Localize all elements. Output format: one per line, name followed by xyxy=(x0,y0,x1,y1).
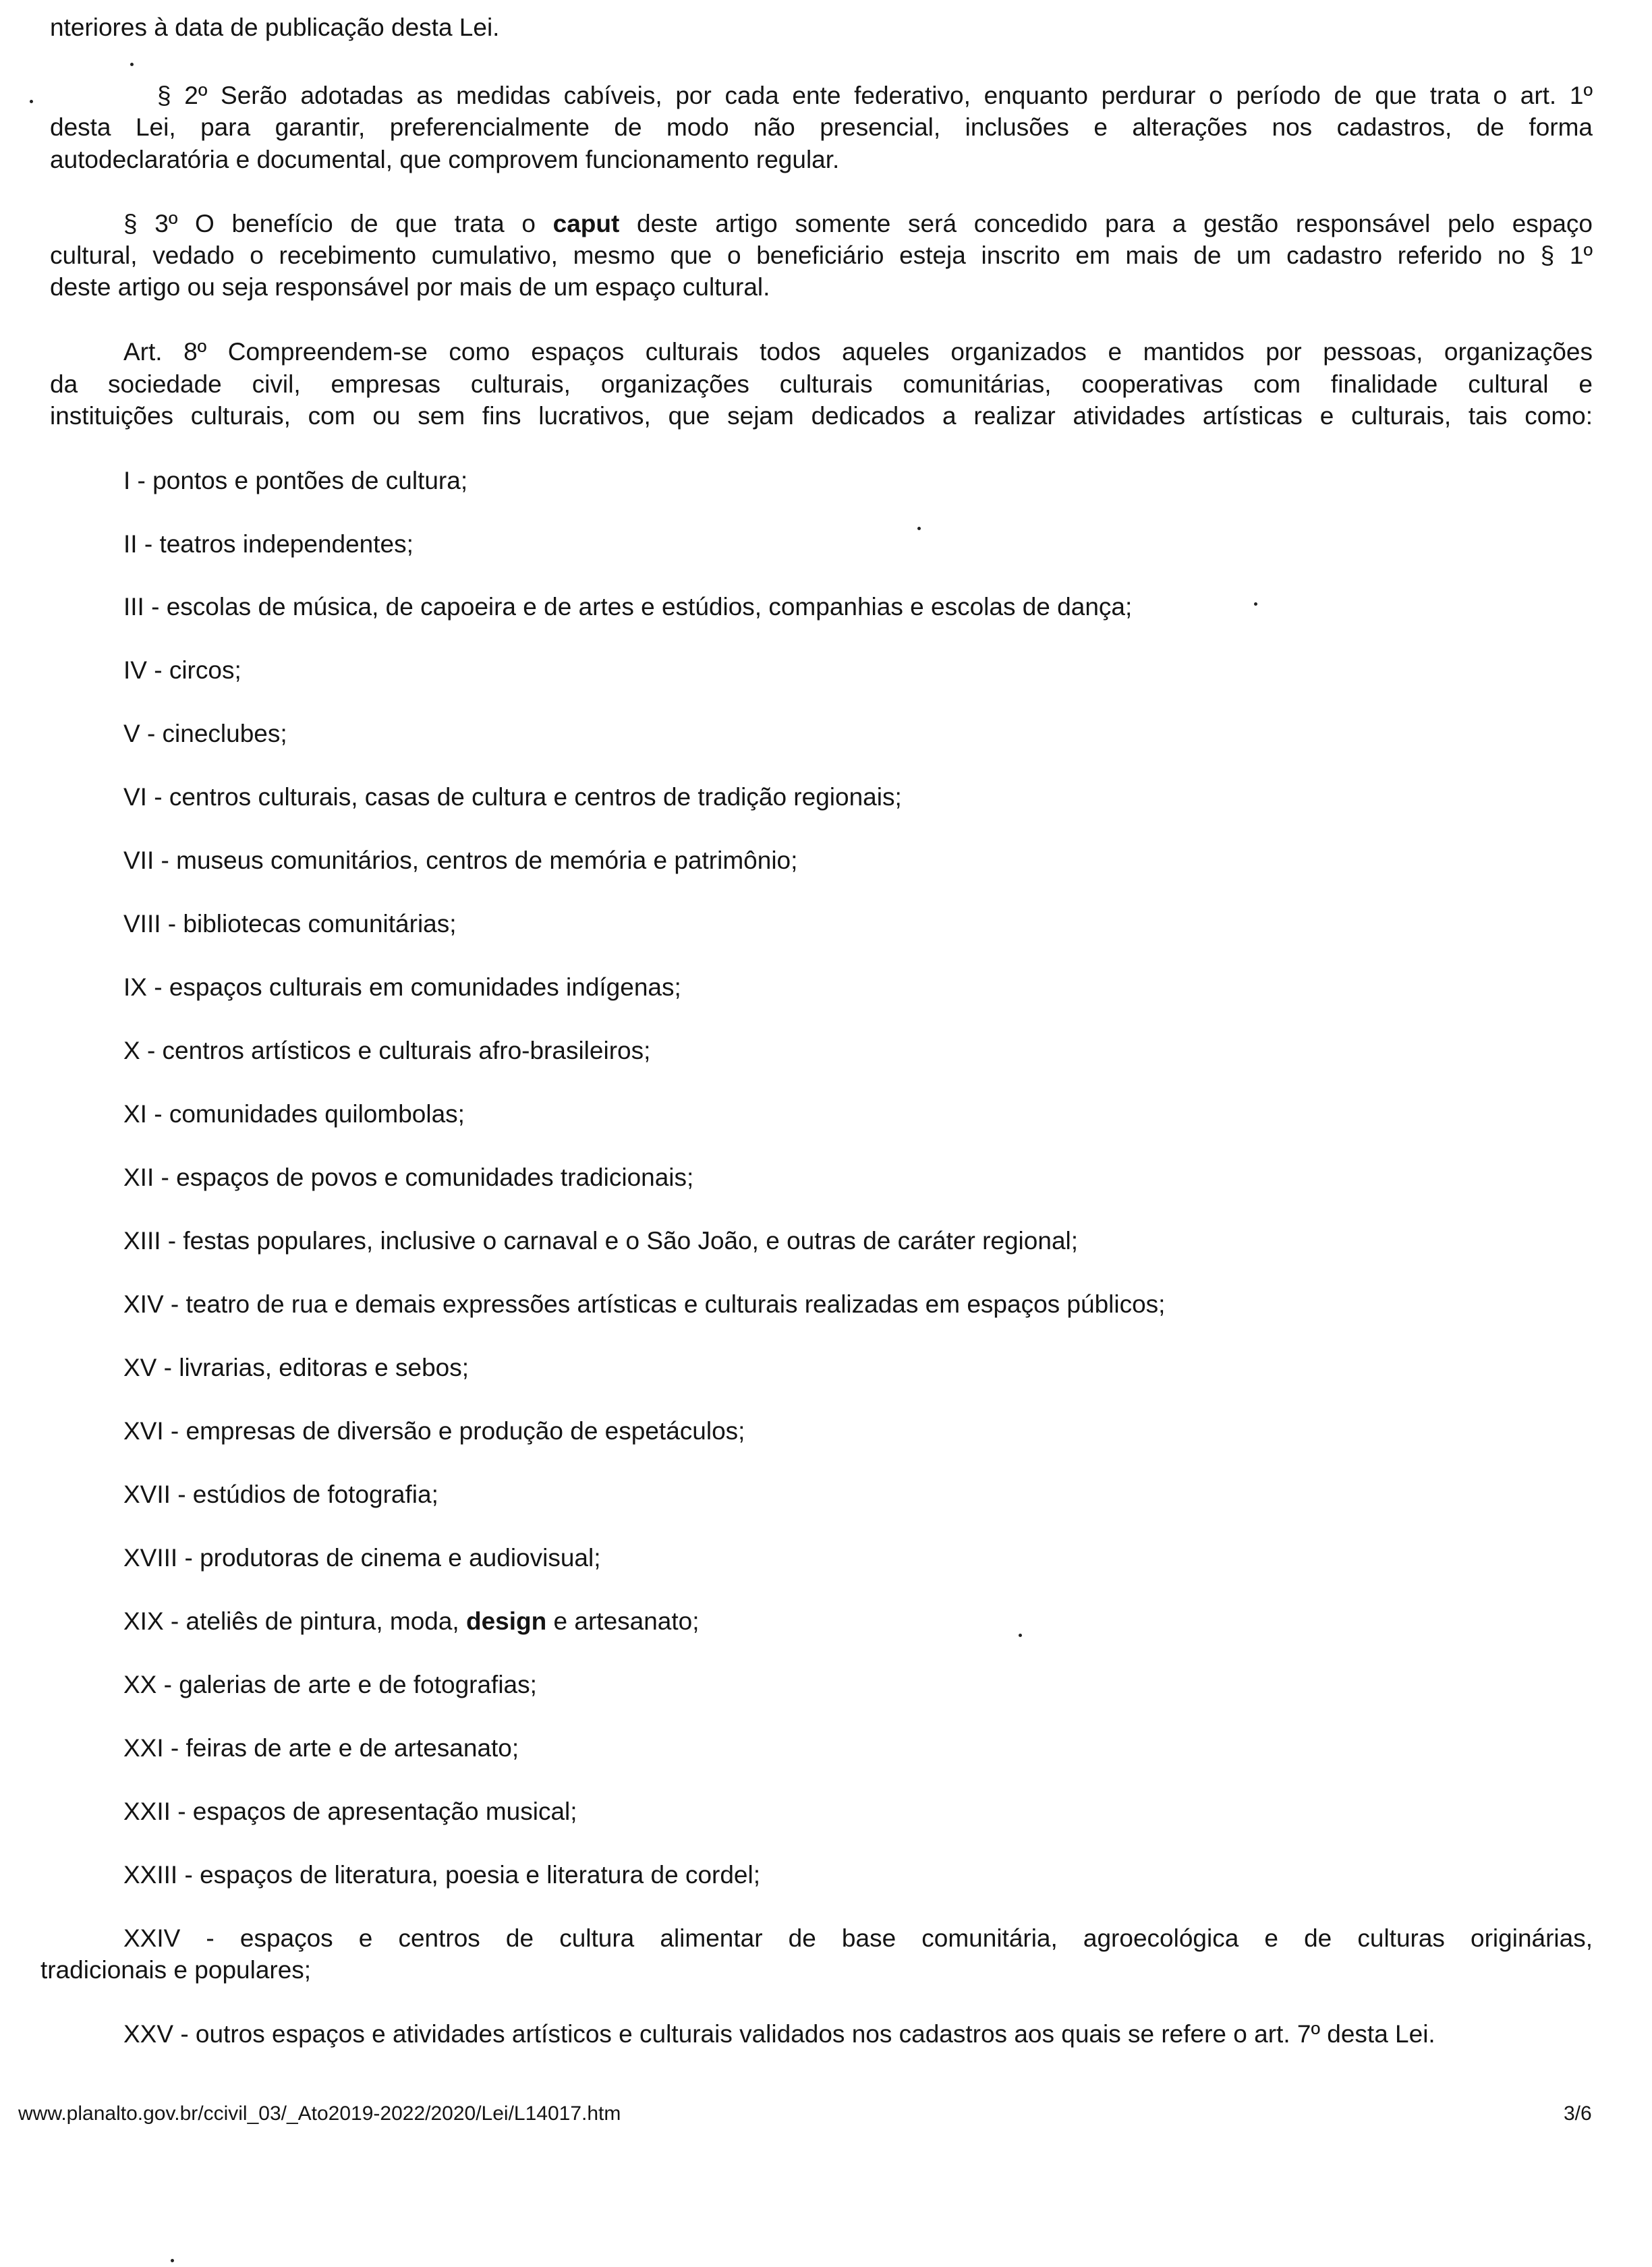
list-item: XVIII - produtoras de cinema e audiovisual; xyxy=(123,1544,601,1572)
list-item: V - cineclubes; xyxy=(123,720,287,747)
footer-url: www.planalto.gov.br/ccivil_03/_Ato2019-2022/2020/Lei/L14017.htm xyxy=(18,2102,621,2125)
para3-text-a: § 3º O benefício de que trata o xyxy=(123,210,536,237)
list-item: X - centros artísticos e culturais afro-brasileiros; xyxy=(123,1037,651,1064)
scan-speck xyxy=(130,63,134,66)
list-item: XVII - estúdios de fotografia; xyxy=(123,1481,438,1508)
list-item: XX - galerias de arte e de fotografias; xyxy=(123,1671,537,1698)
para3-line3: deste artigo ou seja responsável por mais de um espaço cultural. xyxy=(50,273,770,301)
para2-line2: desta Lei, para garantir, preferencialmente de modo não presencial, inclusões e alterações nos cadastros, de forma xyxy=(50,113,1593,141)
list-item: IV - circos; xyxy=(123,656,241,684)
list-item: XI - comunidades quilombolas; xyxy=(123,1100,465,1128)
para3-line2: cultural, vedado o recebimento cumulativo, mesmo que o beneficiário esteja inscrito em mais de um cadastro referido no § 1º xyxy=(50,241,1593,269)
continuation-line: nteriores à data de publicação desta Lei. xyxy=(50,13,500,41)
para2-line1: § 2º Serão adotadas as medidas cabíveis, por cada ente federativo, enquanto perdurar o período de que trata o art. 1º xyxy=(157,82,1593,109)
art8-line3: instituições culturais, com ou sem fins lucrativos, que sejam dedicados a realizar atividades artísticas e culturais, tais como: xyxy=(50,402,1593,430)
scan-speck xyxy=(30,100,33,103)
para3-text-b: deste artigo somente será concedido para a gestão responsável pelo espaço xyxy=(637,210,1593,237)
list-item: XIII - festas populares, inclusive o carnaval e o São João, e outras de caráter regional; xyxy=(123,1227,1079,1255)
scan-speck xyxy=(171,2259,174,2262)
scan-speck xyxy=(917,527,921,530)
list-item: XXII - espaços de apresentação musical; xyxy=(123,1798,577,1825)
list-item: XXIII - espaços de literatura, poesia e literatura de cordel; xyxy=(123,1861,761,1889)
list-item: VIII - bibliotecas comunitárias; xyxy=(123,910,457,938)
list-item: XV - livrarias, editoras e sebos; xyxy=(123,1354,469,1381)
item19-text-a: XIX - ateliês de pintura, moda, xyxy=(123,1607,459,1635)
list-item: XXI - feiras de arte e de artesanato; xyxy=(123,1734,519,1762)
list-item: XXV - outros espaços e atividades artísticos e culturais validados nos cadastros aos quais se refere o art. 7º desta Lei. xyxy=(123,2020,1435,2048)
list-item: IX - espaços culturais em comunidades indígenas; xyxy=(123,973,681,1001)
scan-speck xyxy=(1254,602,1257,606)
para2-line3: autodeclaratória e documental, que comprovem funcionamento regular. xyxy=(50,146,840,173)
list-item-continuation: tradicionais e populares; xyxy=(40,1956,312,1984)
list-item: VI - centros culturais, casas de cultura e centros de tradição regionais; xyxy=(123,783,902,811)
art8-line2: da sociedade civil, empresas culturais, organizações culturais comunitárias, cooperativas com finalidade cultural e xyxy=(50,370,1593,398)
list-item: II - teatros independentes; xyxy=(123,530,414,558)
para3-line1 xyxy=(123,211,1593,236)
item19-design: design xyxy=(466,1607,547,1635)
list-item: I - pontos e pontões de cultura; xyxy=(123,467,468,494)
item19-text-b: e artesanato; xyxy=(553,1607,700,1635)
art8-line1: Art. 8º Compreendem-se como espaços culturais todos aqueles organizados e mantidos por pessoas, organizações xyxy=(123,338,1593,366)
list-item: XII - espaços de povos e comunidades tradicionais; xyxy=(123,1164,694,1191)
para3-caput: caput xyxy=(552,210,620,237)
list-item: XVI - empresas de diversão e produção de espetáculos; xyxy=(123,1417,745,1445)
footer-page-number: 3/6 xyxy=(1564,2102,1592,2125)
list-item: VII - museus comunitários, centros de memória e patrimônio; xyxy=(123,846,798,874)
list-item xyxy=(123,1609,700,1634)
list-item: XIV - teatro de rua e demais expressões artísticas e culturais realizadas em espaços públicos; xyxy=(123,1290,1166,1318)
scan-speck xyxy=(1019,1634,1022,1637)
list-item: XXIV - espaços e centros de cultura alimentar de base comunitária, agroecológica e de culturas originárias, xyxy=(123,1924,1593,1952)
list-item: III - escolas de música, de capoeira e de artes e estúdios, companhias e escolas de dança; xyxy=(123,593,1133,621)
